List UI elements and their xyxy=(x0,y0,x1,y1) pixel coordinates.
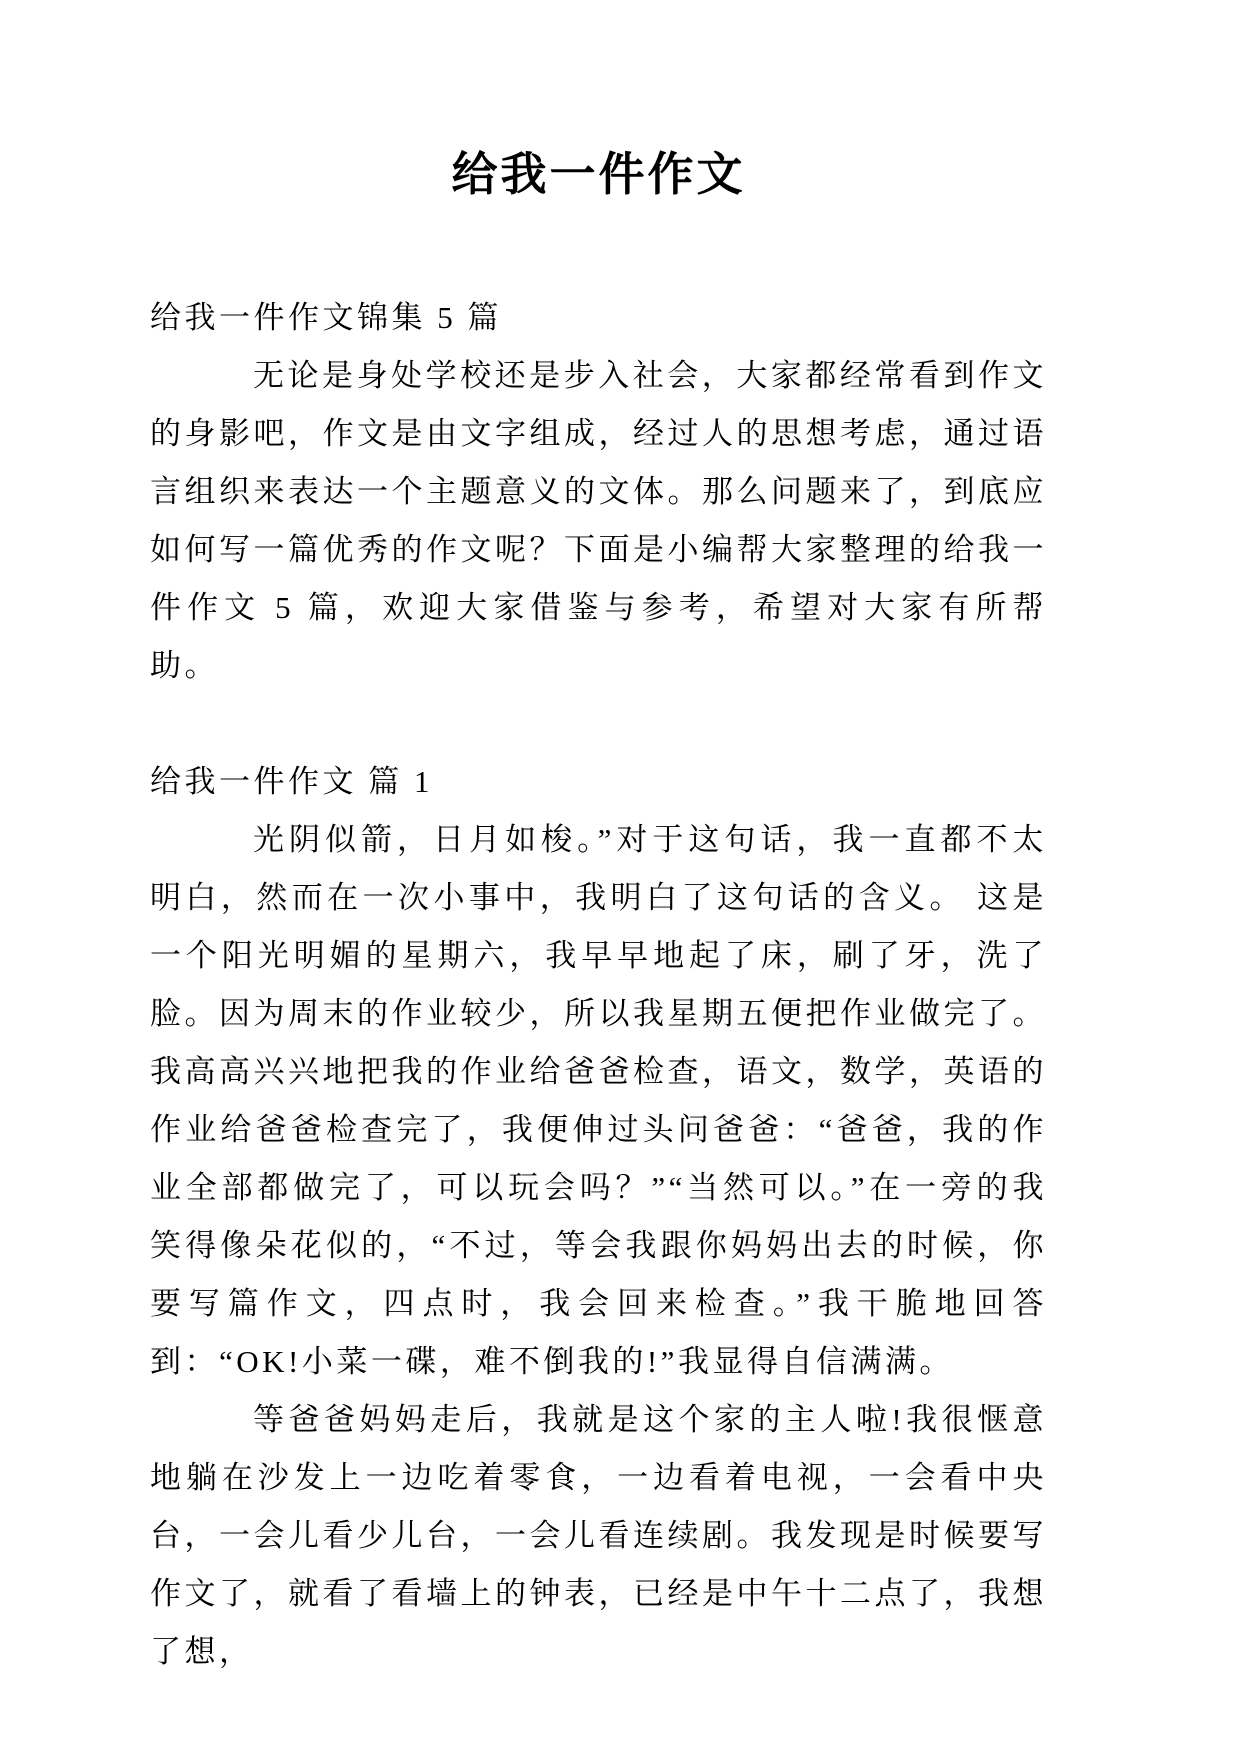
section1-paragraph-1: 光阴似箭，日月如梭。”对于这句话，我一直都不太明白，然而在一次小事中，我明白了这句话的含义。 这是一个阳光明媚的星期六，我早早地起了床，刷了牙，洗了脸。因为周末的作业较少，所以我星期五便把作业做完了。我高高兴兴地把我的作业给爸爸检查，语文，数学，英语的作业给爸爸检查完了，我便伸过头问爸爸：“爸爸，我的作业全部都做完了，可以玩会吗？”“当然可以。”在一旁的我笑得像朵花似的，“不过，等会我跟你妈妈出去的时候，你要写篇作文，四点时，我会回来检查。”我干脆地回答到：“OK!小菜一碟，难不倒我的!”我显得自信满满。 xyxy=(150,822,1047,1379)
section1-heading: 给我一件作文 篇 1 xyxy=(150,764,433,799)
section1-paragraph-2: 等爸爸妈妈走后，我就是这个家的主人啦!我很惬意地躺在沙发上一边吃着零食，一边看着电视，一会看中央台，一会儿看少儿台，一会儿看连续剧。我发现是时候要写作文了，就看了看墙上的钟表，已经是中午十二点了，我想了想， xyxy=(150,1402,1047,1669)
document-title: 给我一件作文 xyxy=(451,149,746,200)
intro-paragraph: 无论是身处学校还是步入社会，大家都经常看到作文的身影吧，作文是由文字组成，经过人的思想考虑，通过语言组织来表达一个主题意义的文体。那么问题来了，到底应如何写一篇优秀的作文呢？下面是小编帮大家整理的给我一件作文 5 篇，欢迎大家借鉴与参考，希望对大家有所帮助。 xyxy=(150,358,1047,683)
blank-line xyxy=(150,695,1047,753)
document-body xyxy=(150,289,1047,1681)
intro-heading: 给我一件作文锦集 5 篇 xyxy=(150,300,502,335)
